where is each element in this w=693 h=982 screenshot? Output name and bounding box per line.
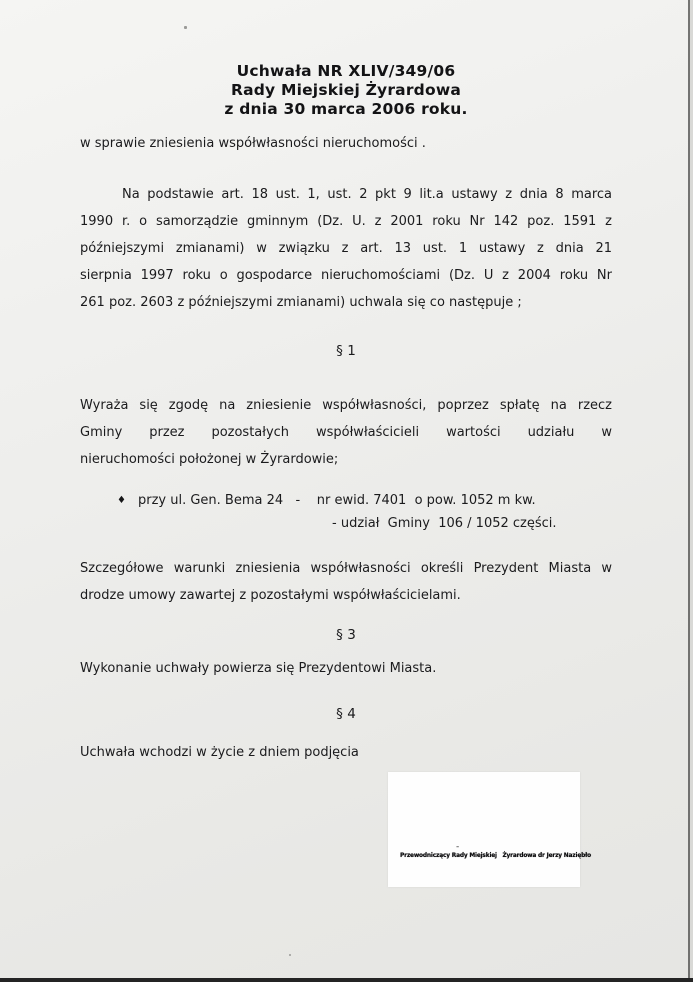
document-title-block <box>80 62 612 119</box>
signature-dash-mark: - <box>456 842 460 852</box>
terms-line: drodze umowy zawartej z pozostałymi współwłaścicielami. <box>80 588 461 603</box>
property-share-text: - udział Gminy 106 / 1052 części. <box>332 516 557 531</box>
scan-bottom-edge <box>0 978 693 982</box>
property-address-text: przy ul. Gen. Bema 24 - nr ewid. 7401 o pow. 1052 m kw. <box>137 493 536 508</box>
diamond-bullet-icon: ♦ <box>117 495 126 506</box>
section-1-heading: § 1 <box>336 343 356 359</box>
preamble-line: Na podstawie art. 18 ust. 1, ust. 2 pkt 9 lit.a ustawy z dnia 8 marca <box>122 187 612 202</box>
section-1-line: nieruchomości położonej w Żyrardowie; <box>80 452 339 467</box>
terms-line: Szczegółowe warunki zniesienia współwłasności określi Prezydent Miasta w <box>80 561 612 576</box>
title-resolution-number: Uchwała NR XLIV/349/06 <box>236 62 456 80</box>
preamble-line: późniejszymi zmianami) w związku z art. 13 ust. 1 ustawy z dnia 21 <box>80 241 612 256</box>
signature-box <box>388 772 591 887</box>
signature-text: Przewodniczący Rady Miejskiej Żyrardowa dr Jerzy Naziębło <box>400 851 591 859</box>
scan-speck <box>184 26 187 29</box>
title-date: z dnia 30 marca 2006 roku. <box>224 100 468 118</box>
title-council-name: Rady Miejskiej Żyrardowa <box>230 81 462 99</box>
scan-speck <box>289 954 291 956</box>
section-1-line: Gminy przez pozostałych współwłaścicieli wartości udziału w <box>80 425 612 440</box>
section-1-line: Wyraża się zgodę na zniesienie współwłasności, poprzez spłatę na rzecz <box>80 398 612 413</box>
scan-edge-line <box>688 0 690 982</box>
section-3-heading: § 3 <box>336 627 356 643</box>
section-4-heading: § 4 <box>336 706 356 722</box>
section-4-text: Uchwała wchodzi w życie z dniem podjęcia <box>80 745 359 760</box>
preamble-line: 1990 r. o samorządzie gminnym (Dz. U. z 2001 roku Nr 142 poz. 1591 z <box>80 214 612 229</box>
preamble-line: sierpnia 1997 roku o gospodarce nieruchomościami (Dz. U z 2004 roku Nr <box>80 268 612 283</box>
section-3-text: Wykonanie uchwały powierza się Prezydentowi Miasta. <box>80 661 437 676</box>
preamble-line: 261 poz. 2603 z późniejszymi zmianami) uchwala się co następuje ; <box>80 295 522 310</box>
subject-line: w sprawie zniesienia współwłasności nieruchomości . <box>80 136 426 151</box>
